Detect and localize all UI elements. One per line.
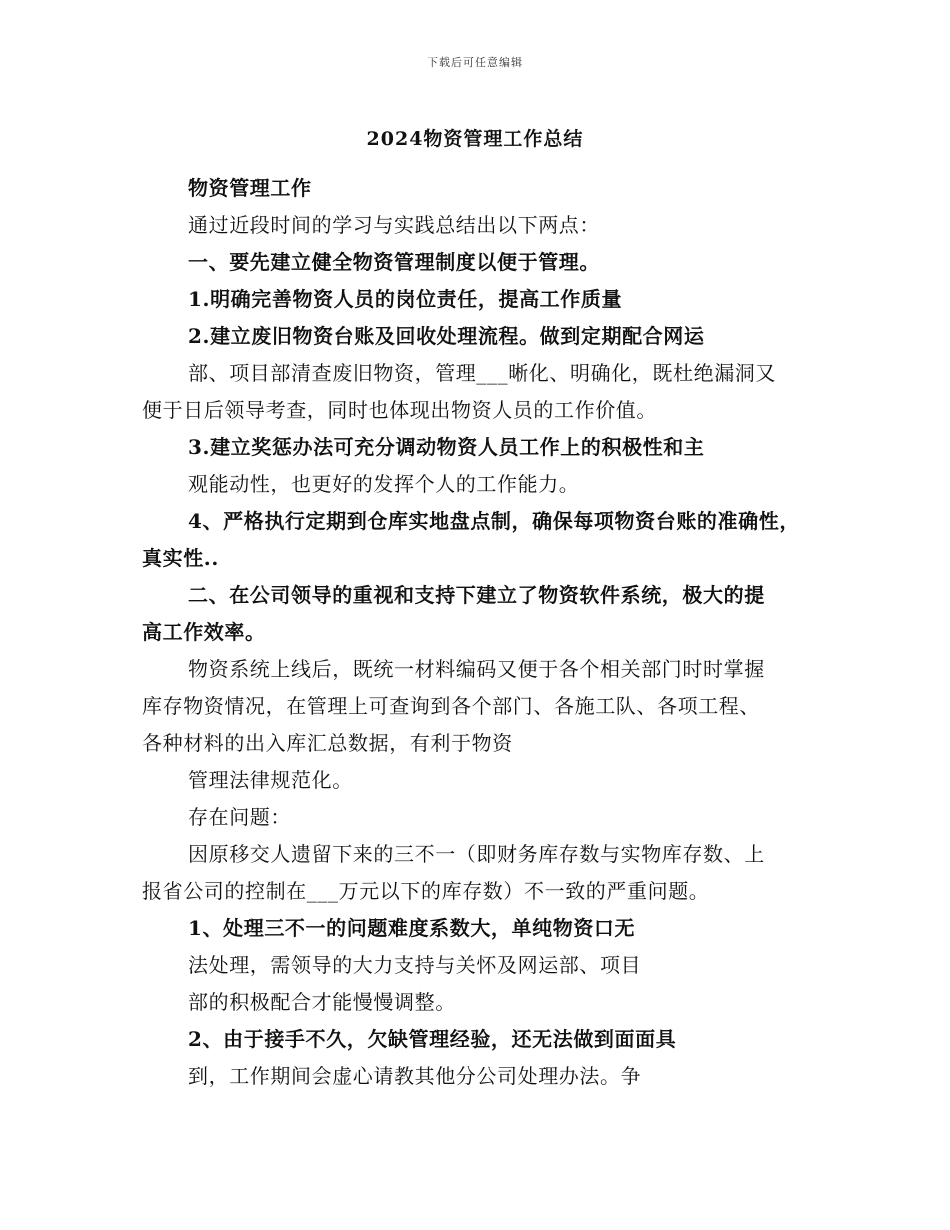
text-line: 部、项目部清查废旧物资，管理___晰化、明确化，既杜绝漏洞又 bbox=[188, 361, 776, 385]
text-line: 通过近段时间的学习与实践总结出以下两点： bbox=[188, 213, 600, 237]
page-header: 下载后可任意编辑 bbox=[427, 56, 523, 69]
text-line: 2.建立废旧物资台账及回收处理流程。做到定期配合网运 bbox=[188, 324, 705, 348]
text-line: 部的积极配合才能慢慢调整。 bbox=[188, 990, 456, 1014]
text-line: 高工作效率。 bbox=[142, 620, 266, 644]
text-line: 1、处理三不一的问题难度系数大，单纯物资口无 bbox=[188, 916, 636, 940]
text-line: 因原移交人遗留下来的三不一（即财务库存数与实物库存数、上 bbox=[188, 842, 765, 866]
text-line: 二、在公司领导的重视和支持下建立了物资软件系统，极大的提 bbox=[188, 583, 765, 607]
text-line: 1.明确完善物资人员的岗位责任，提高工作质量 bbox=[188, 287, 623, 311]
document-title: 2024物资管理工作总结 bbox=[366, 128, 584, 150]
text-line: 3.建立奖惩办法可充分调动物资人员工作上的积极性和主 bbox=[188, 435, 705, 459]
text-line: 物资系统上线后，既统一材料编码又便于各个相关部门时时掌握 bbox=[188, 657, 765, 681]
text-line: 观能动性，也更好的发挥个人的工作能力。 bbox=[188, 472, 580, 496]
text-line: 报省公司的控制在___万元以下的库存数）不一致的严重问题。 bbox=[142, 879, 710, 903]
text-line: 便于日后领导考查，同时也体现出物资人员的工作价值。 bbox=[142, 398, 657, 422]
text-line: 各种材料的出入库汇总数据，有利于物资 bbox=[142, 731, 513, 755]
text-line: 物资管理工作 bbox=[188, 176, 312, 200]
text-line: 到，工作期间会虚心请教其他分公司处理办法。争 bbox=[188, 1064, 642, 1088]
text-line: 库存物资情况，在管理上可查询到各个部门、各施工队、各项工程、 bbox=[142, 694, 760, 718]
text-line: 真实性.. bbox=[142, 546, 219, 570]
text-line: 存在问题： bbox=[188, 805, 291, 829]
text-line: 一、要先建立健全物资管理制度以便于管理。 bbox=[188, 250, 600, 274]
document-body bbox=[142, 170, 822, 1095]
text-line: 4、严格执行定期到仓库实地盘点制，确保每项物资台账的准确性， bbox=[188, 509, 800, 533]
text-line: 法处理，需领导的大力支持与关怀及网运部、项目 bbox=[188, 953, 642, 977]
text-line: 2、由于接手不久，欠缺管理经验，还无法做到面面具 bbox=[188, 1027, 677, 1051]
text-line: 管理法律规范化。 bbox=[188, 768, 353, 792]
